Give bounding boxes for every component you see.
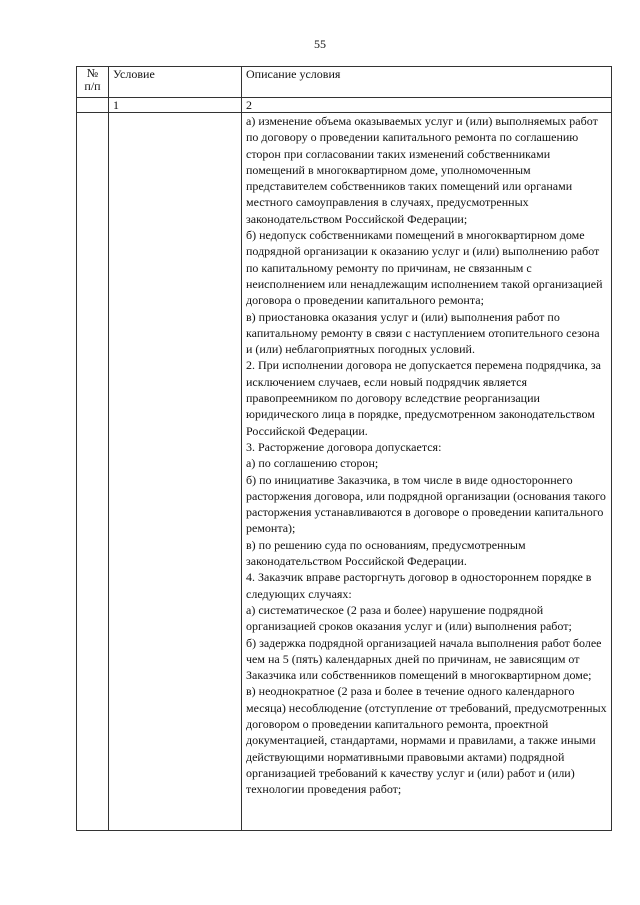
- description-paragraph: а) по соглашению сторон;: [246, 456, 379, 471]
- header-condition: Условие: [109, 67, 242, 98]
- description-paragraph: в) приостановка оказания услуг и (или) выполнения работ по капитальному ремонту в связи с наступлением отопительного сезона и (или) неблагоприятных погодных условий.: [246, 309, 600, 357]
- index-cell-1: [77, 98, 109, 113]
- table-row: [77, 113, 612, 831]
- description-paragraph: б) задержка подрядной организацией начала выполнения работ более чем на 5 (пять) календарных дней по причинам, не зависящим от Заказчика или собственников помещений в многоквартирном доме;: [246, 635, 602, 683]
- description-paragraph: 4. Заказчик вправе расторгнуть договор в одностороннем порядке в следующих случаях:: [246, 570, 592, 601]
- column-index-row: [77, 98, 612, 113]
- header-number-symbol: №: [86, 66, 99, 80]
- description-cell: [242, 113, 612, 831]
- page-number: 55: [314, 37, 326, 51]
- description-paragraph: в) по решению суда по основаниям, предусмотренным законодательством Российской Федерации.: [246, 537, 526, 569]
- header-description: Описание условия: [242, 67, 612, 98]
- description-paragraph: а) систематическое (2 раза и более) нарушение подрядной организацией сроков оказания услуг и (или) выполнения работ;: [246, 602, 572, 634]
- header-number: [77, 67, 109, 98]
- conditions-table: [76, 66, 612, 831]
- description-paragraph: б) по инициативе Заказчика, в том числе в виде одностороннего расторжения договора, или подрядной организации (основания такого расторжения устанавливаются в договоре о проведении капитального ремонта);: [246, 472, 606, 536]
- condition-cell: [109, 113, 242, 831]
- index-cell-2: 1: [109, 98, 242, 113]
- number-cell: [77, 113, 109, 831]
- description-paragraph: в) неоднократное (2 раза и более в течение одного календарного месяца) несоблюдение (отступление от требований, предусмотренных договором о проведении капитального ремонта, проектной документацией, стандартами, нормами и правилами, а также иными действующими нормативными правовыми актами) подрядной организацией требований к качеству услуг и (или) работ и (или) технологии проведения работ;: [246, 684, 607, 797]
- description-paragraph: б) недопуск собственниками помещений в многоквартирном доме подрядной организации к оказанию услуг и (или) выполнению работ по капитальному ремонту по причинам, не связанным с неисполнением или ненадлежащим исполнением такой организацией договора о проведении капитального ремонта;: [246, 228, 603, 308]
- table-header-row: [77, 67, 612, 98]
- description-paragraph: а) изменение объема оказываемых услуг и (или) выполняемых работ по договору о проведении капитального ремонта по соглашению сторон при согласовании таких изменений собственниками помещений в многоквартирном доме, уполномоченным представителем собственников таких помещений или органами местного самоуправления в случаях, предусмотренных законодательством Российской Федерации;: [246, 114, 598, 226]
- description-paragraph: 3. Расторжение договора допускается:: [246, 439, 442, 454]
- index-cell-3: 2: [242, 98, 612, 113]
- description-paragraph: 2. При исполнении договора не допускается перемена подрядчика, за исключением случаев, если новый подрядчик является правопреемником по договору вследствие реорганизации юридического лица в порядке, предусмотренном законодательством Российской Федерации.: [246, 358, 601, 438]
- header-number-abbr: п/п: [84, 79, 101, 93]
